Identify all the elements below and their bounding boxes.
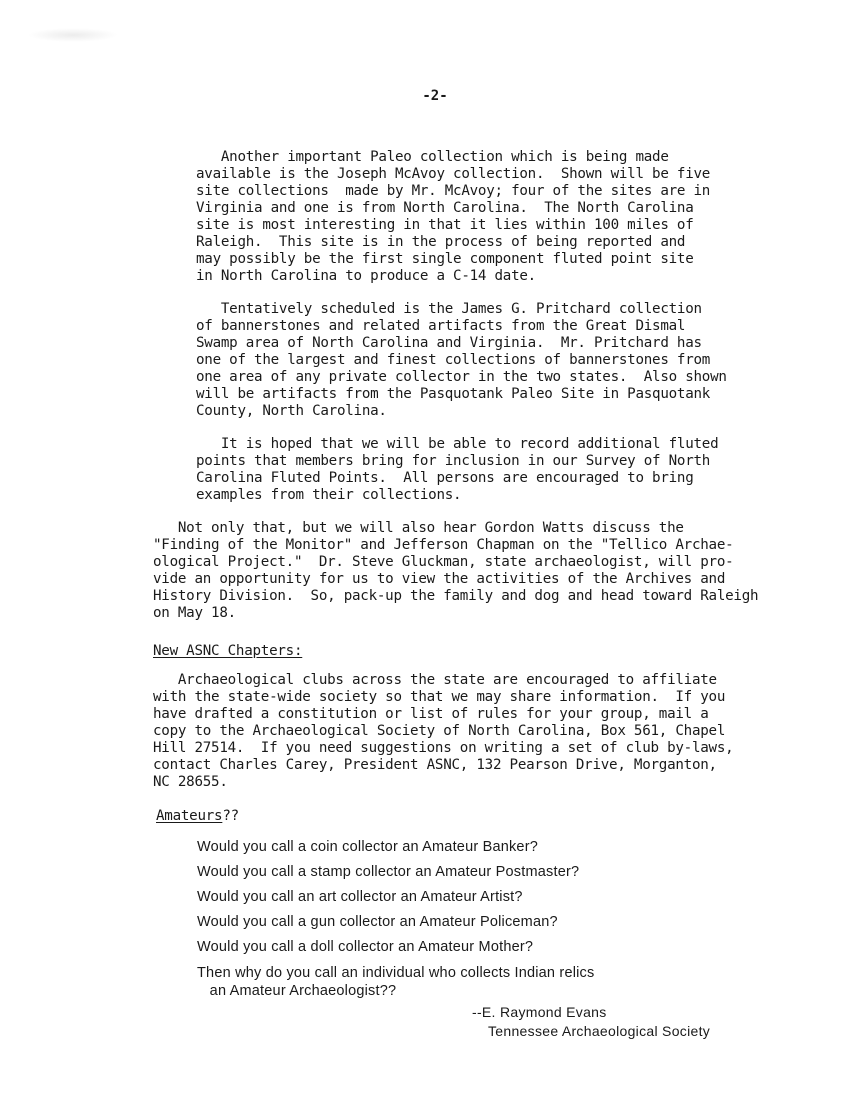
signature-name: --E. Raymond Evans [472, 1004, 607, 1020]
text-line: of bannerstones and related artifacts from the Great Dismal [196, 318, 686, 334]
text-line: Archaeological clubs across the state are encouraged to affiliate [153, 672, 717, 688]
text-line: one area of any private collector in the two states. Also shown [196, 369, 727, 385]
question-line: Would you call a gun collector an Amateur Policeman? [197, 914, 558, 930]
text-line: in North Carolina to produce a C-14 date. [196, 268, 536, 284]
text-line: one of the largest and finest collections of bannerstones from [196, 352, 711, 368]
text-line: site is most interesting in that it lies within 100 miles of [196, 217, 694, 233]
signature-organization: Tennessee Archaeological Society [488, 1023, 711, 1039]
section-heading-new-chapters: New ASNC Chapters: [153, 643, 303, 659]
amateurs-heading-word: Amateurs [156, 808, 223, 824]
text-line: have drafted a constitution or list of rules for your group, mail a [153, 706, 709, 722]
text-line: contact Charles Carey, President ASNC, 132 Pearson Drive, Morganton, [153, 757, 717, 773]
text-line: Tentatively scheduled is the James G. Pritchard collection [196, 301, 702, 317]
question-line: Would you call a stamp collector an Amateur Postmaster? [197, 864, 580, 880]
text-line: County, North Carolina. [196, 403, 387, 419]
question-line: Would you call a doll collector an Amateur Mother? [197, 939, 534, 955]
text-line: NC 28655. [153, 774, 228, 790]
text-line: Hill 27514. If you need suggestions on writing a set of club by-laws, [153, 740, 734, 756]
text-line: with the state-wide society so that we may share information. If you [153, 689, 726, 705]
question-line: Then why do you call an individual who collects Indian relics [197, 965, 595, 981]
text-line: Carolina Fluted Points. All persons are encouraged to bring [196, 470, 694, 486]
text-line: copy to the Archaeological Society of North Carolina, Box 561, Chapel [153, 723, 726, 739]
amateurs-heading-suffix: ?? [222, 808, 239, 824]
question-line: Would you call a coin collector an Amateur Banker? [197, 839, 538, 855]
text-line: Another important Paleo collection which is being made [196, 149, 669, 165]
text-line: vide an opportunity for us to view the activities of the Archives and [153, 571, 726, 587]
text-line: may possibly be the first single component fluted point site [196, 251, 694, 267]
text-line: points that members bring for inclusion in our Survey of North [196, 453, 711, 469]
text-line: Not only that, but we will also hear Gordon Watts discuss the [153, 520, 684, 536]
text-line: examples from their collections. [196, 487, 462, 503]
scan-smudge [28, 28, 118, 42]
text-line: will be artifacts from the Pasquotank Paleo Site in Pasquotank [196, 386, 711, 402]
text-line: ological Project." Dr. Steve Gluckman, state archaeologist, will pro- [153, 554, 734, 570]
page-number: -2- [422, 88, 448, 104]
question-line: Would you call an art collector an Amateur Artist? [197, 889, 523, 905]
section-heading-amateurs [156, 808, 239, 825]
text-line: available is the Joseph McAvoy collection. Shown will be five [196, 166, 711, 182]
text-line: Swamp area of North Carolina and Virginia. Mr. Pritchard has [196, 335, 702, 351]
text-line: "Finding of the Monitor" and Jefferson Chapman on the "Tellico Archae- [153, 537, 734, 553]
question-line: an Amateur Archaeologist?? [197, 983, 397, 999]
text-line: Raleigh. This site is in the process of being reported and [196, 234, 686, 250]
text-line: on May 18. [153, 605, 236, 621]
text-line: Virginia and one is from North Carolina. The North Carolina [196, 200, 694, 216]
text-line: History Division. So, pack-up the family and dog and head toward Raleigh [153, 588, 759, 604]
text-line: It is hoped that we will be able to record additional fluted [196, 436, 719, 452]
text-line: site collections made by Mr. McAvoy; four of the sites are in [196, 183, 711, 199]
